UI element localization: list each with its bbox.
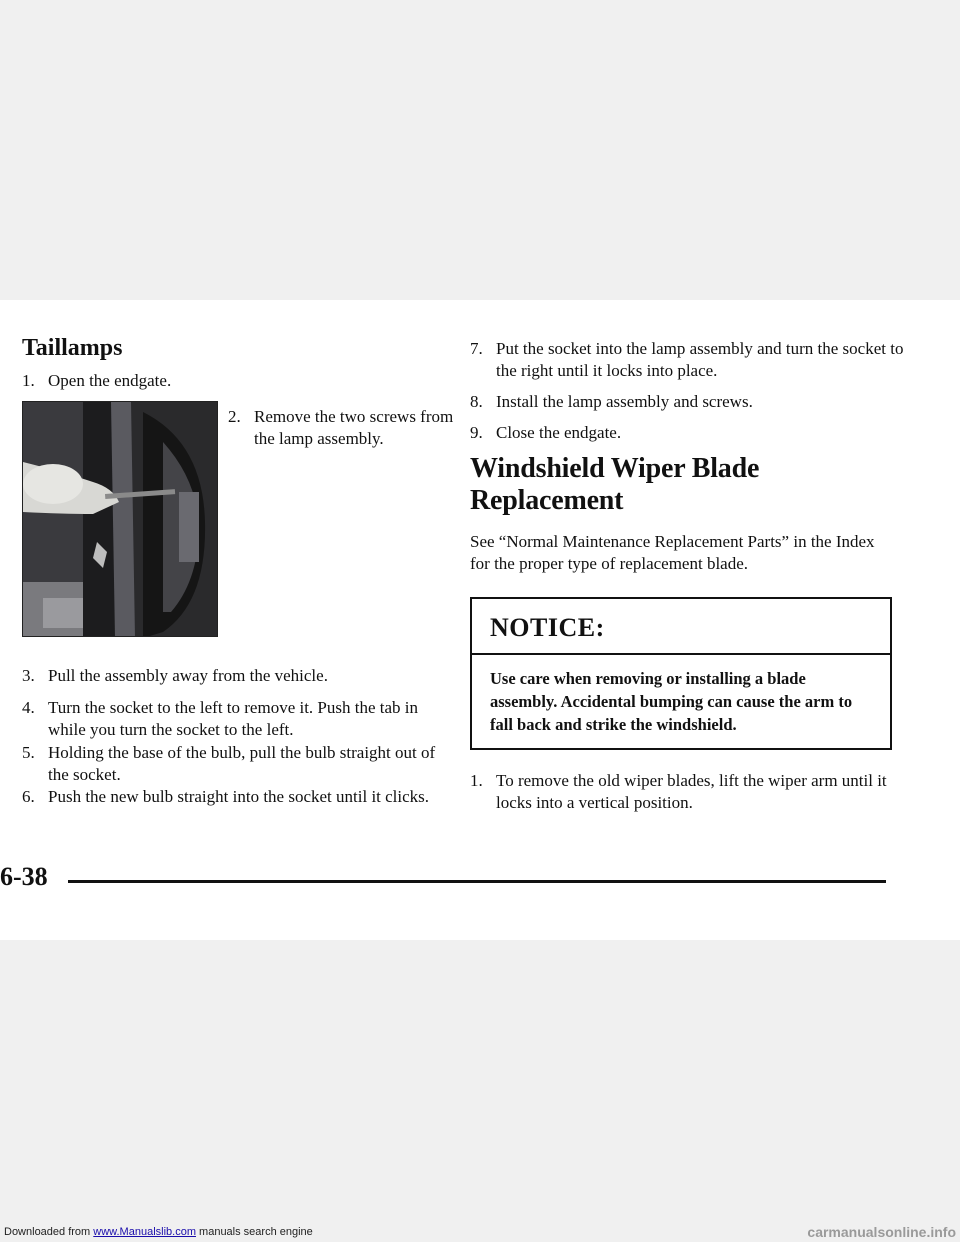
- download-credit: [4, 1226, 313, 1238]
- step-number: 6.: [22, 787, 35, 806]
- step-number: 5.: [22, 743, 35, 762]
- step-number: 1.: [470, 771, 483, 790]
- step-number: 7.: [470, 339, 483, 358]
- notice-text: Use care when removing or installing a blade assembly. Accidental bumping can cause the arm to fall back and strike the windshield.: [490, 669, 853, 734]
- step-text: Pull the assembly away from the vehicle.: [48, 666, 328, 685]
- step-5: [22, 742, 458, 786]
- wiper-heading: Windshield Wiper Blade Replacement: [470, 453, 760, 516]
- step-4: [22, 697, 458, 741]
- step-2: [228, 406, 474, 450]
- step-6: [22, 786, 438, 808]
- step-7: [470, 338, 906, 382]
- taillamps-section: [22, 335, 454, 855]
- download-prefix: Downloaded from: [4, 1226, 94, 1238]
- download-banner: [0, 1224, 960, 1242]
- watermark: carmanualsonline.info: [807, 1224, 956, 1240]
- notice-box: [470, 597, 892, 750]
- step-number: 4.: [22, 698, 35, 717]
- step-1: [22, 370, 448, 392]
- manualslib-link[interactable]: www.Manualslib.com: [93, 1226, 196, 1238]
- step-text: Put the socket into the lamp assembly and turn the socket to the right until it locks into place.: [496, 339, 904, 380]
- step-text: Turn the socket to the left to remove it. Push the tab in while you turn the socket to the left.: [48, 698, 419, 739]
- footer-rule: [68, 880, 886, 883]
- step-text: Close the endgate.: [496, 423, 622, 442]
- step-number: 1.: [22, 371, 35, 390]
- taillamp-photo-illustration: [23, 402, 218, 637]
- step-text: Holding the base of the bulb, pull the bulb straight out of the socket.: [48, 743, 436, 784]
- taillamp-photo: [22, 401, 218, 637]
- step-number: 3.: [22, 666, 35, 685]
- right-column: [470, 338, 904, 823]
- step-text: Install the lamp assembly and screws.: [496, 392, 753, 411]
- taillamps-heading: Taillamps: [22, 335, 123, 361]
- step-3: [22, 665, 458, 687]
- notice-title: NOTICE:: [472, 599, 890, 655]
- step-8: [470, 391, 906, 413]
- step-text: To remove the old wiper blades, lift the wiper arm until it locks into a vertical position.: [496, 771, 887, 812]
- download-suffix: manuals search engine: [195, 1226, 313, 1238]
- wiper-step-1: [470, 770, 906, 814]
- wiper-intro: See “Normal Maintenance Replacement Parts” in the Index for the proper type of replacement blade.: [470, 532, 875, 573]
- step-number: 2.: [228, 407, 241, 426]
- step-text: Push the new bulb straight into the socket until it clicks.: [48, 787, 430, 806]
- step-9: [470, 422, 906, 444]
- step-text: Remove the two screws from the lamp assembly.: [254, 407, 454, 448]
- step-text: Open the endgate.: [48, 371, 172, 390]
- step-number: 9.: [470, 423, 483, 442]
- page-number: 6-38: [0, 862, 48, 891]
- step-number: 8.: [470, 392, 483, 411]
